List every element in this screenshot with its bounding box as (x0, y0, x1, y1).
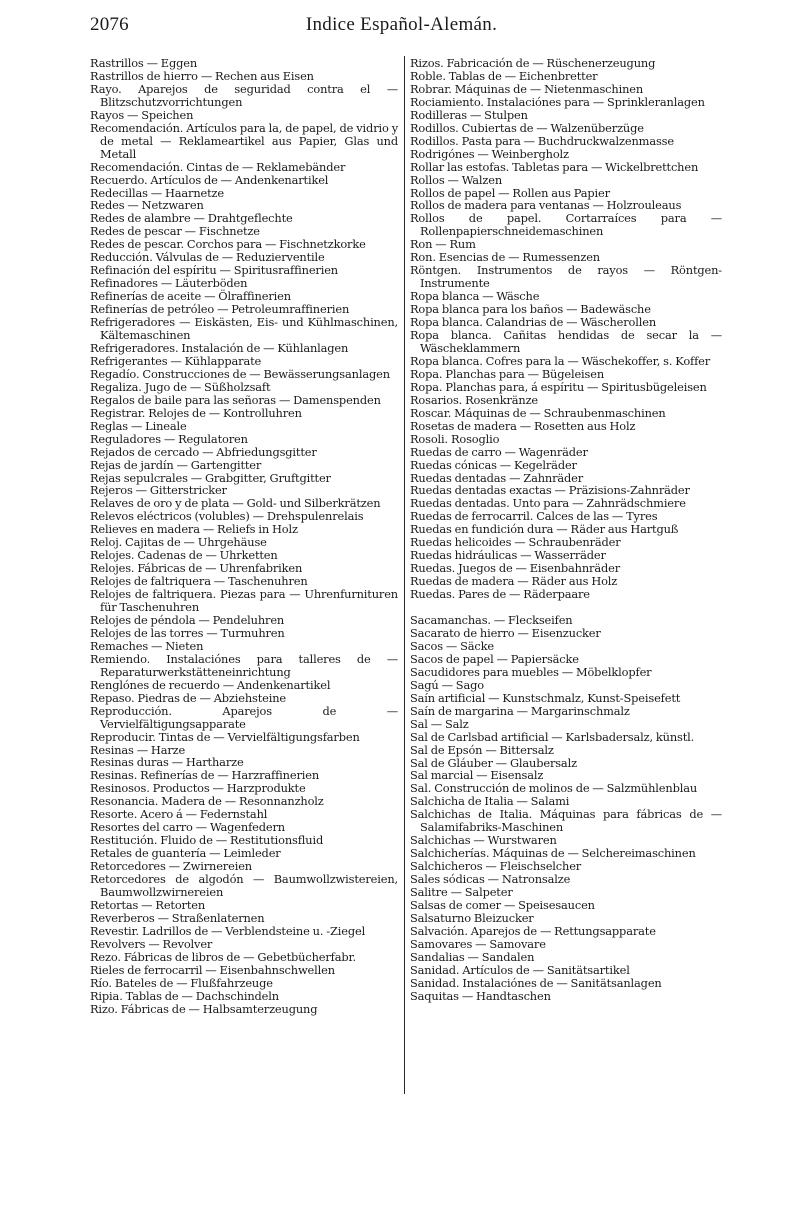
index-entry: Registrar. Relojes de — Kontrolluhren (90, 405, 302, 420)
index-entry: Rastrillos de hierro — Rechen aus Eisen (90, 68, 314, 83)
index-entry: Redes — Netzwaren (90, 198, 204, 213)
index-entry: Rodilleras — Stulpen (410, 107, 528, 122)
index-entry: Salchichas de Italia. Máquinas para fábricas de — Salamifabriks-Maschinen (410, 807, 722, 835)
index-entry: Sales sódicas — Natronsalze (410, 872, 571, 887)
index-entry: Sal marcial — Eisensalz (410, 768, 544, 783)
index-entry: Sal. Construcción de molinos de — Salzmühlenblau (410, 781, 698, 796)
index-entry: Rollos — Walzen (410, 172, 503, 187)
index-entry: Ruedas de carro — Wagenräder (410, 444, 588, 459)
index-entry: Sacos — Säcke (410, 638, 494, 653)
index-entry: Resinas. Refinerías de — Harzraffinerien (90, 768, 320, 783)
index-entry: Reproducir. Tintas de — Vervielfältigungsfarben (90, 729, 360, 744)
index-entry: Regaliza. Jugo de — Süßholzsaft (90, 379, 271, 394)
index-entry: Salitre — Salpeter (410, 885, 513, 900)
index-entry: Rastrillos — Eggen (90, 56, 198, 70)
index-entry: Rociamiento. Instalaciónes para — Sprinkleranlagen (410, 94, 705, 109)
index-entry: Rejas sepulcrales — Grabgitter, Gruftgitter (90, 470, 331, 485)
index-entry: Sanidad. Instalaciónes de — Sanitätsanlagen (410, 975, 662, 990)
page-title: Indice Español-Alemán. (305, 14, 498, 35)
index-entry: Regadío. Construcciones de — Bewässerungsanlagen (90, 366, 390, 381)
index-entry: Ropa blanca. Cofres para la — Wäschekoffer, s. Koffer (410, 353, 711, 368)
index-entry: Reproducción. Aparejos de — Vervielfältigungsapparate (90, 703, 398, 731)
index-entry: Redes de alambre — Drahtgeflechte (90, 211, 293, 226)
index-entry: Relojes de faltriquera. Piezas para — Uhrenfurnituren für Taschenuhren (90, 587, 398, 615)
index-entry: Rosoli. Rosoglio (410, 431, 500, 446)
index-entry: Ruedas dentadas exactas — Präzisions-Zahnräder (410, 483, 690, 498)
index-entry: Redecillas — Haarnetze (90, 185, 224, 200)
index-entry: Revestir. Ladrillos de — Verblendsteine u. -Ziegel (90, 923, 366, 938)
index-entry: Roscar. Máquinas de — Schraubenmaschinen (410, 405, 666, 420)
index-entry: Rayos — Speichen (90, 107, 194, 122)
index-entry: Relevos eléctricos (volubles) — Drehspulenrelais (90, 509, 364, 524)
index-entry: Resonancia. Madera de — Resonnanzholz (90, 794, 324, 809)
index-entry: Sacarato de hierro — Eisenzucker (410, 625, 601, 640)
index-entry: Salsaturno Bleizucker (410, 910, 534, 925)
index-entry: Rejeros — Gitterstricker (90, 483, 227, 498)
index-entry: Recomendación. Artículos para la, de papel, de vidrio y de metal — Reklameartikel aus Papier, Glas und Metall (90, 120, 398, 161)
index-entry: Roble. Tablas de — Eichenbretter (410, 68, 598, 83)
index-entry: Salsas de comer — Speisesaucen (410, 898, 595, 912)
index-entry: Ropa blanca. Cañitas hendidas de secar la — Wäscheklammern (410, 328, 722, 355)
index-entry: Rollos de madera para ventanas — Holzrouleaus (410, 198, 682, 213)
index-entry: Relaves de oro y de plata — Gold- und Silberkrätzen (90, 496, 381, 511)
index-entry: Rieles de ferrocarril — Eisenbahnschwellen (90, 962, 335, 977)
index-entry: Resorte. Acero á — Federnstahl (90, 807, 268, 822)
index-entry: Rollos de papel. Cortarraíces para — Rollenpapierschneidemaschinen (410, 211, 722, 239)
index-entry: Río. Bateles de — Flußfahrzeuge (90, 975, 273, 990)
index-entry: Ropa. Planchas para — Bügeleisen (410, 366, 605, 381)
index-entry: Retortas — Retorten (90, 897, 206, 912)
index-entry: Refrigeradores — Eiskästen, Eis- und Kühlmaschinen, Kältemaschinen (90, 315, 398, 343)
index-entry: Ruedas de madera — Räder aus Holz (410, 574, 618, 589)
index-entry: Saín artificial — Kunstschmalz, Kunst-Speisefett (410, 690, 681, 705)
index-entry: Salchicherías. Máquinas de — Selchereimaschinen (410, 846, 696, 861)
index-entry: Redes de pescar. Corchos para — Fischnetzkorke (90, 237, 366, 252)
index-entry: Recomendación. Cintas de — Reklamebänder (90, 159, 346, 174)
index-entry: Rosetas de madera — Rosetten aus Holz (410, 418, 636, 433)
index-entry: Ruedas hidráulicas — Wasserräder (410, 548, 606, 563)
index-entry: Refinadores — Läuterböden (90, 276, 248, 291)
index-entry: Renglónes de recuerdo — Andenkenartikel (90, 677, 331, 692)
index-entry: Remaches — Nieten (90, 638, 204, 653)
index-entry: Salchicheros — Fleischselcher (410, 859, 582, 874)
index-entry: Ruedas cónicas — Kegelräder (410, 457, 577, 472)
index-entry: Sacudidores para muebles — Möbelklopfer (410, 664, 652, 679)
index-entry: Remiendo. Instalaciónes para talleres de — Reparaturwerkstätteneinrichtung (90, 651, 398, 679)
index-entry: Samovares — Samovare (410, 936, 546, 951)
index-entry: Rejados de cercado — Abfriedungsgitter (90, 444, 317, 459)
index-entry: Rodrigónes — Weinbergholz (410, 146, 569, 161)
index-entry: Ron. Esencias de — Rumessenzen (410, 250, 600, 265)
index-column-right (410, 57, 722, 1003)
index-entry: Relojes de las torres — Turmuhren (90, 625, 285, 640)
index-entry: Refinerías de aceite — Ölraffinerien (90, 289, 291, 304)
index-entry: Refrigerantes — Kühlapparate (90, 353, 262, 368)
index-entry: Saquitas — Handtaschen (410, 988, 551, 1003)
index-entry: Redes de pescar — Fischnetze (90, 224, 260, 239)
index-entry: Rejas de jardín — Gartengitter (90, 457, 262, 472)
index-entry: Rezo. Fábricas de libros de — Gebetbücherfabr. (90, 949, 357, 964)
index-entry: Salchichas — Wurstwaren (410, 833, 557, 848)
index-entry: Reloj. Cajitas de — Uhrgehäuse (90, 535, 267, 550)
index-entry: Sacos de papel — Papiersäcke (410, 651, 579, 666)
index-entry: Sagú — Sago (410, 677, 484, 692)
index-entry: Relojes. Fábricas de — Uhrenfabriken (90, 561, 303, 576)
index-entry: Sal — Salz (410, 716, 469, 731)
index-entry: Retales de guantería — Leimleder (90, 846, 281, 861)
index-entry: Restitución. Fluido de — Restitutionsfluid (90, 833, 324, 848)
page-header (0, 14, 803, 40)
index-entry: Saín de margarina — Margarinschmalz (410, 703, 630, 718)
index-entry: Repaso. Piedras de — Abziehsteine (90, 690, 287, 705)
index-entry: Resinosos. Productos — Harzprodukte (90, 781, 306, 796)
index-entry: Sal de Carlsbad artificial — Karlsbadersalz, künstl. (410, 729, 695, 744)
index-entry: Regalos de baile para las señoras — Damenspenden (90, 392, 381, 407)
index-entry: Rollos de papel — Rollen aus Papier (410, 185, 610, 200)
index-entry: Ropa. Planchas para, á espíritu — Spiritusbügeleisen (410, 379, 707, 394)
index-entry: Resortes del carro — Wagenfedern (90, 820, 285, 835)
index-entry: Rodillos. Pasta para — Buchdruckwalzenmasse (410, 133, 674, 148)
index-entry: Ruedas helicoides — Schraubenräder (410, 535, 621, 550)
index-entry: Ruedas. Juegos de — Eisenbahnräder (410, 561, 620, 576)
index-entry: Ron — Rum (410, 237, 476, 252)
index-entry: Relieves en madera — Reliefs in Holz (90, 522, 298, 537)
index-entry: Salvación. Aparejos de — Rettungsapparate (410, 923, 656, 938)
index-entry: Ruedas dentadas. Unto para — Zahnrädschmiere (410, 496, 686, 511)
index-entry: Salchicha de Italia — Salami (410, 794, 570, 809)
index-entry: Ropa blanca para los baños — Badewäsche (410, 302, 651, 317)
index-entry: Rodillos. Cubiertas de — Walzenüberzüge (410, 120, 644, 135)
index-entry: Ruedas de ferrocarril. Calces de las — Tyres (410, 509, 658, 524)
index-entry: Sal de Epsón — Bittersalz (410, 742, 554, 757)
index-entry: Ruedas. Pares de — Räderpaare (410, 587, 590, 602)
index-entry: Ruedas en fundición dura — Räder aus Hartguß (410, 522, 679, 537)
index-entry: Reglas — Lineale (90, 418, 187, 433)
index-entry: Robrar. Máquinas de — Nietenmaschinen (410, 81, 644, 96)
index-entry: Sacamanchas. — Fleckseifen (410, 613, 573, 628)
index-entry: Relojes de faltriquera — Taschenuhren (90, 574, 308, 589)
page-number: 2076 (90, 14, 129, 35)
index-entry: Rayo. Aparejos de seguridad contra el — Blitzschutzvorrichtungen (90, 81, 398, 109)
index-entry: Relojes de péndola — Pendeluhren (90, 612, 285, 627)
index-entry: Resinas duras — Hartharze (90, 755, 244, 770)
index-entry: Rizo. Fábricas de — Halbsamterzeugung (90, 1001, 318, 1016)
index-entry: Ripia. Tablas de — Dachschindeln (90, 988, 279, 1003)
index-entry: Röntgen. Instrumentos de rayos — Röntgen-Instrumente (410, 263, 722, 291)
index-entry: Refinerías de petróleo — Petroleumraffinerien (90, 302, 350, 317)
index-entry: Retorcedores de algodón — Baumwollzwistereien, Baumwollzwirnereien (90, 872, 398, 899)
index-entry: Refrigeradores. Instalación de — Kühlanlagen (90, 340, 349, 355)
index-entry: Sal de Gláuber — Glaubersalz (410, 755, 577, 770)
index-entry: Refinación del espíritu — Spiritusraffinerien (90, 263, 338, 278)
index-column-left (90, 57, 398, 1016)
index-entry: Reguladores — Regulatoren (90, 431, 248, 446)
index-entry: Sanidad. Artículos de — Sanitätsartikel (410, 962, 630, 977)
index-entry: Ropa blanca — Wäsche (410, 289, 540, 304)
index-entry: Ropa blanca. Calandrias de — Wäscherollen (410, 315, 657, 330)
index-entry: Recuerdo. Artículos de — Andenkenartikel (90, 172, 329, 187)
index-entry: Sandalias — Sandalen (410, 949, 535, 964)
index-entry: Rollar las estofas. Tabletas para — Wickelbrettchen (410, 159, 699, 174)
index-entry: Revolvers — Revolver (90, 936, 213, 951)
index-entry: Rizos. Fabricación de — Rüschenerzeugung (410, 56, 656, 70)
index-entry: Reverberos — Straßenlaternen (90, 910, 265, 925)
column-divider (404, 56, 405, 1094)
index-entry: Rosarios. Rosenkränze (410, 392, 539, 407)
index-entry: Retorcedores — Zwirnereien (90, 859, 252, 874)
index-entry: Reducción. Válvulas de — Reduzierventile (90, 250, 325, 265)
index-entry: Ruedas dentadas — Zahnräder (410, 470, 584, 485)
index-entry: Resinas — Harze (90, 742, 186, 757)
index-entry: Relojes. Cadenas de — Uhrketten (90, 548, 278, 563)
